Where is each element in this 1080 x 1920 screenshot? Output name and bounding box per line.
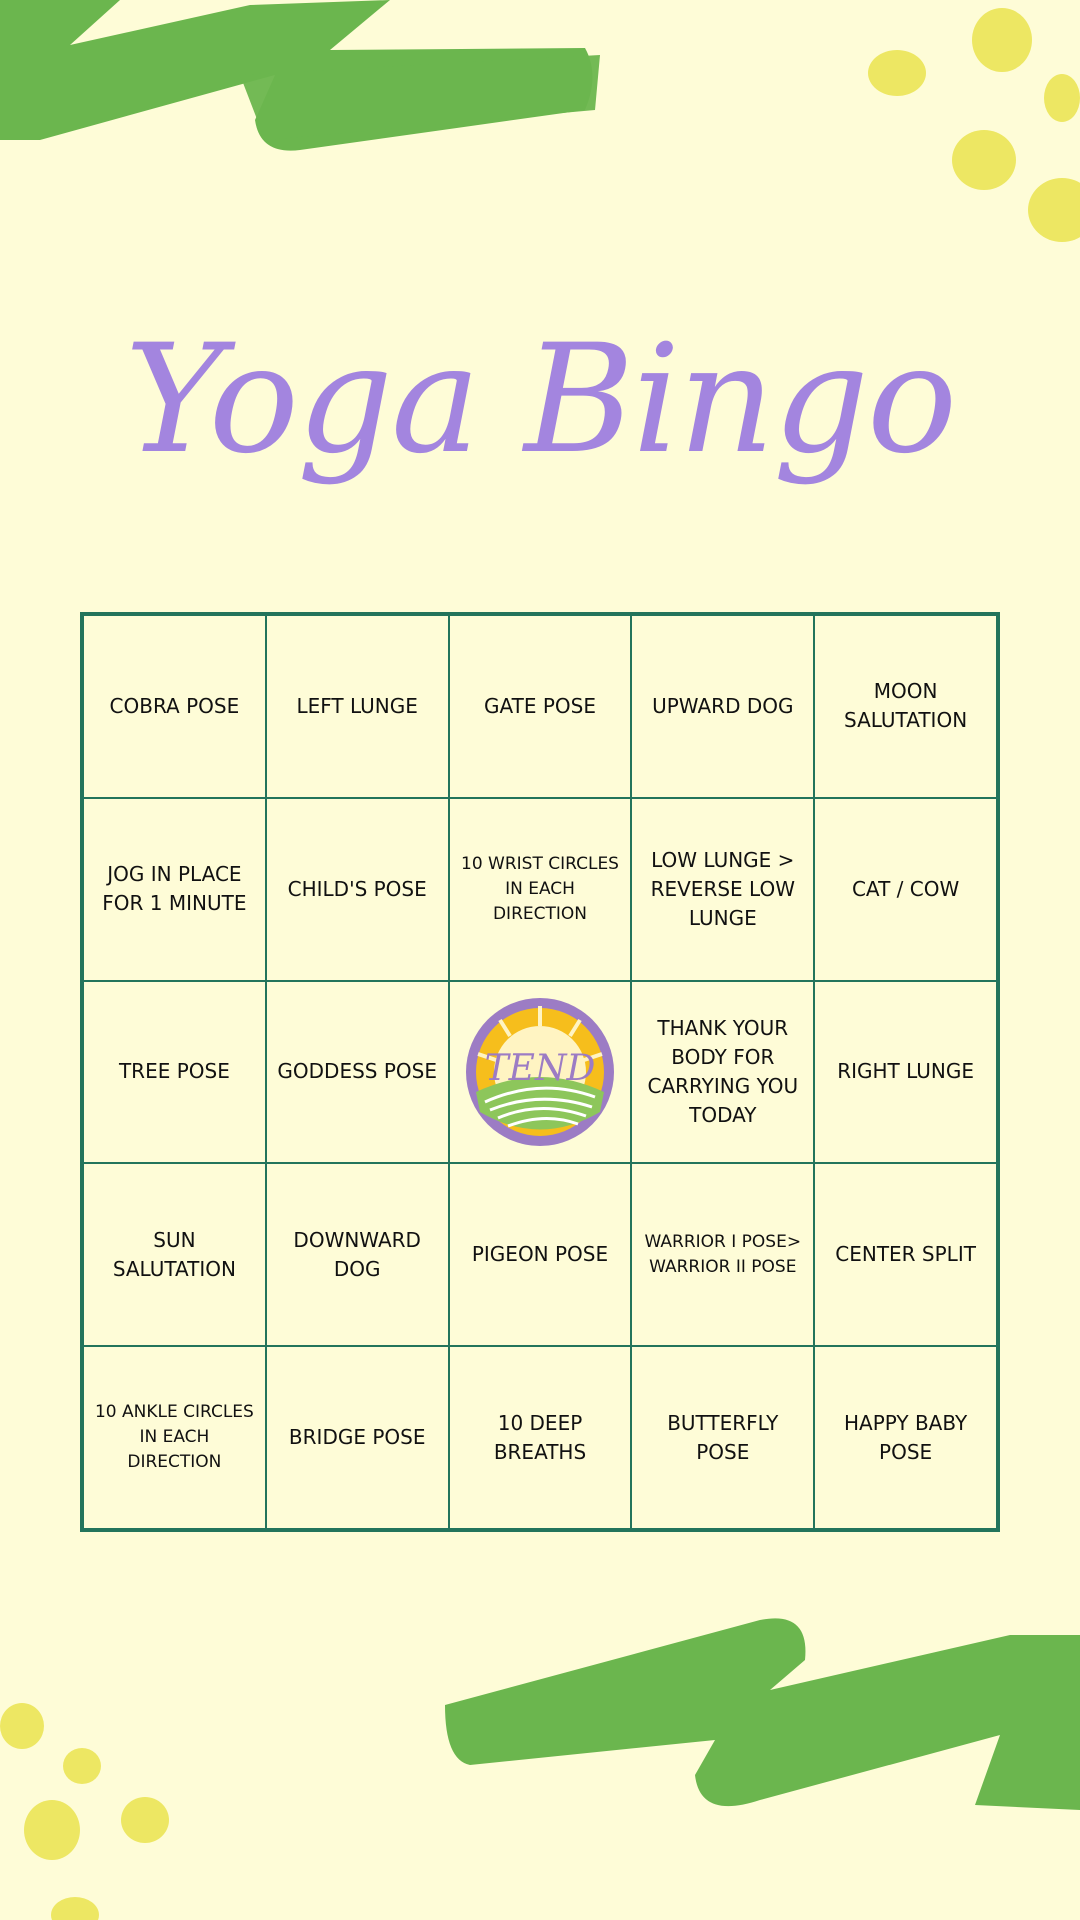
- yellow-dots-top-right: [868, 8, 1080, 242]
- green-brush-stroke-bottom: [445, 1618, 1080, 1810]
- bingo-cell[interactable]: 10 ANKLE CIRCLES IN EACH DIRECTION: [83, 1346, 266, 1529]
- bingo-cell[interactable]: COBRA POSE: [83, 615, 266, 798]
- bingo-cell[interactable]: BUTTERFLY POSE: [631, 1346, 814, 1529]
- page-title: Yoga Bingo: [124, 313, 956, 487]
- yellow-dots-bottom-left: [0, 1703, 169, 1920]
- bingo-cell[interactable]: PIGEON POSE: [449, 1163, 632, 1346]
- bingo-cell[interactable]: CENTER SPLIT: [814, 1163, 997, 1346]
- bingo-cell[interactable]: RIGHT LUNGE: [814, 981, 997, 1164]
- bingo-card: [80, 612, 1000, 1532]
- bingo-cell[interactable]: CHILD'S POSE: [266, 798, 449, 981]
- bingo-cell[interactable]: WARRIOR I POSE> WARRIOR II POSE: [631, 1163, 814, 1346]
- bingo-cell[interactable]: 10 DEEP BREATHS: [449, 1346, 632, 1529]
- bingo-cell[interactable]: HAPPY BABY POSE: [814, 1346, 997, 1529]
- bingo-cell[interactable]: JOG IN PLACE FOR 1 MINUTE: [83, 798, 266, 981]
- green-brush-stroke-top: [0, 0, 600, 151]
- bingo-free-space[interactable]: [449, 981, 632, 1164]
- bingo-cell[interactable]: CAT / COW: [814, 798, 997, 981]
- bingo-cell[interactable]: GODDESS POSE: [266, 981, 449, 1164]
- bingo-cell[interactable]: SUN SALUTATION: [83, 1163, 266, 1346]
- bingo-cell[interactable]: 10 WRIST CIRCLES IN EACH DIRECTION: [449, 798, 632, 981]
- bingo-cell[interactable]: BRIDGE POSE: [266, 1346, 449, 1529]
- bingo-cell[interactable]: LEFT LUNGE: [266, 615, 449, 798]
- bingo-cell[interactable]: DOWNWARD DOG: [266, 1163, 449, 1346]
- bingo-cell[interactable]: MOON SALUTATION: [814, 615, 997, 798]
- bingo-cell[interactable]: GATE POSE: [449, 615, 632, 798]
- bingo-cell[interactable]: TREE POSE: [83, 981, 266, 1164]
- bingo-cell[interactable]: THANK YOUR BODY FOR CARRYING YOU TODAY: [631, 981, 814, 1164]
- logo-text: tend: [484, 1047, 596, 1089]
- tend-logo: [460, 992, 620, 1152]
- bingo-cell[interactable]: LOW LUNGE > REVERSE LOW LUNGE: [631, 798, 814, 981]
- bingo-cell[interactable]: UPWARD DOG: [631, 615, 814, 798]
